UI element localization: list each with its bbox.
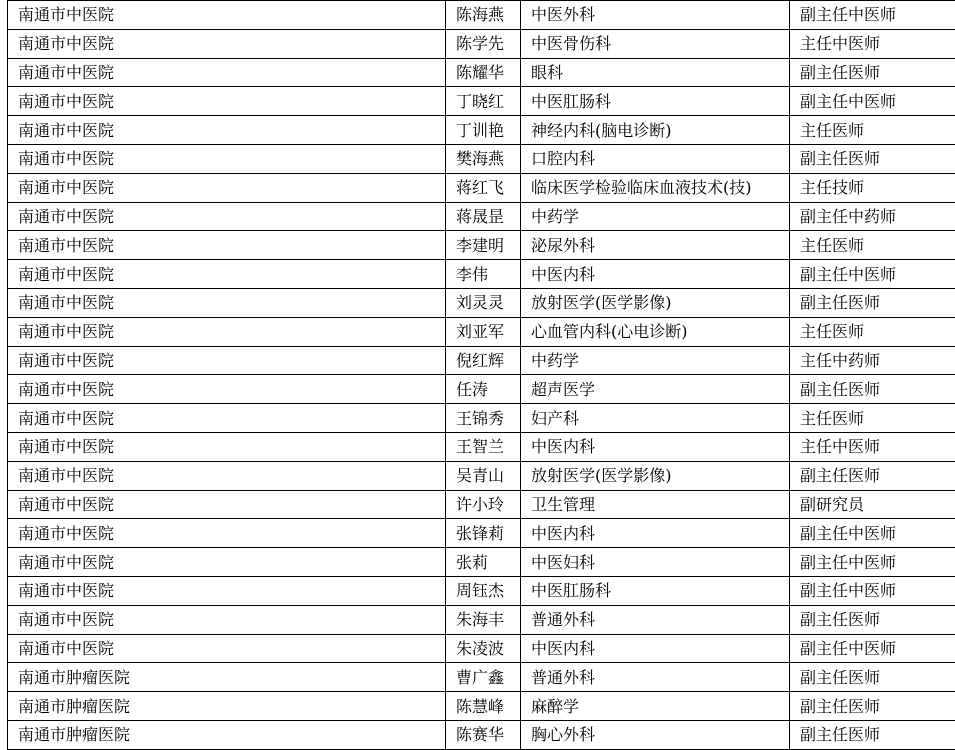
name-cell: 张锋莉 (446, 519, 521, 548)
hospital-cell: 南通市中医院 (8, 317, 446, 346)
hospital-cell: 南通市中医院 (8, 87, 446, 116)
specialty-cell: 中药学 (521, 202, 790, 231)
specialty-cell: 泌尿外科 (521, 231, 790, 260)
table-row (8, 29, 955, 58)
specialty-cell: 胸心外科 (521, 720, 790, 749)
title-cell: 副主任医师 (790, 663, 955, 692)
hospital-cell: 南通市中医院 (8, 605, 446, 634)
name-cell: 李建明 (446, 231, 521, 260)
specialty-cell: 中医内科 (521, 519, 790, 548)
hospital-cell: 南通市中医院 (8, 404, 446, 433)
hospital-cell: 南通市中医院 (8, 288, 446, 317)
hospital-cell: 南通市中医院 (8, 173, 446, 202)
hospital-cell: 南通市中医院 (8, 116, 446, 145)
table-row (8, 576, 955, 605)
title-cell: 副主任医师 (790, 144, 955, 173)
personnel-table (7, 0, 955, 750)
table-row (8, 634, 955, 663)
name-cell: 陈耀华 (446, 58, 521, 87)
hospital-cell: 南通市中医院 (8, 58, 446, 87)
table-row (8, 432, 955, 461)
title-cell: 主任医师 (790, 317, 955, 346)
hospital-cell: 南通市中医院 (8, 260, 446, 289)
name-cell: 丁训艳 (446, 116, 521, 145)
specialty-cell: 卫生管理 (521, 490, 790, 519)
name-cell: 蒋晟昰 (446, 202, 521, 231)
specialty-cell: 中医肛肠科 (521, 87, 790, 116)
table-row (8, 605, 955, 634)
specialty-cell: 放射医学(医学影像) (521, 288, 790, 317)
specialty-cell: 中医内科 (521, 634, 790, 663)
table-body (8, 1, 955, 750)
table-row (8, 548, 955, 577)
table-row (8, 116, 955, 145)
name-cell: 周钰杰 (446, 576, 521, 605)
title-cell: 主任中医师 (790, 432, 955, 461)
name-cell: 刘亚军 (446, 317, 521, 346)
name-cell: 倪红辉 (446, 346, 521, 375)
name-cell: 陈学先 (446, 29, 521, 58)
table-row (8, 346, 955, 375)
table-row (8, 663, 955, 692)
specialty-cell: 中医骨伤科 (521, 29, 790, 58)
title-cell: 副主任中医师 (790, 87, 955, 116)
title-cell: 主任医师 (790, 116, 955, 145)
specialty-cell: 麻醉学 (521, 692, 790, 721)
specialty-cell: 普通外科 (521, 663, 790, 692)
name-cell: 刘灵灵 (446, 288, 521, 317)
title-cell: 副主任医师 (790, 375, 955, 404)
specialty-cell: 中医内科 (521, 432, 790, 461)
title-cell: 副主任中医师 (790, 634, 955, 663)
title-cell: 主任中医师 (790, 29, 955, 58)
title-cell: 主任医师 (790, 231, 955, 260)
specialty-cell: 中医妇科 (521, 548, 790, 577)
hospital-cell: 南通市中医院 (8, 29, 446, 58)
table-row (8, 519, 955, 548)
title-cell: 副主任医师 (790, 461, 955, 490)
name-cell: 陈慧峰 (446, 692, 521, 721)
name-cell: 许小玲 (446, 490, 521, 519)
specialty-cell: 眼科 (521, 58, 790, 87)
hospital-cell: 南通市中医院 (8, 346, 446, 375)
name-cell: 张莉 (446, 548, 521, 577)
title-cell: 副主任医师 (790, 605, 955, 634)
title-cell: 副主任中医师 (790, 519, 955, 548)
title-cell: 副主任中医师 (790, 260, 955, 289)
specialty-cell: 口腔内科 (521, 144, 790, 173)
name-cell: 蒋红飞 (446, 173, 521, 202)
hospital-cell: 南通市中医院 (8, 490, 446, 519)
table-row (8, 260, 955, 289)
hospital-cell: 南通市中医院 (8, 634, 446, 663)
hospital-cell: 南通市中医院 (8, 144, 446, 173)
table-row (8, 58, 955, 87)
name-cell: 朱凌波 (446, 634, 521, 663)
name-cell: 陈赛华 (446, 720, 521, 749)
specialty-cell: 中医外科 (521, 1, 790, 30)
specialty-cell: 神经内科(脑电诊断) (521, 116, 790, 145)
table-row (8, 461, 955, 490)
specialty-cell: 心血管内科(心电诊断) (521, 317, 790, 346)
hospital-cell: 南通市肿瘤医院 (8, 663, 446, 692)
table-row (8, 317, 955, 346)
name-cell: 陈海燕 (446, 1, 521, 30)
table-row (8, 231, 955, 260)
hospital-cell: 南通市中医院 (8, 576, 446, 605)
table-row (8, 288, 955, 317)
hospital-cell: 南通市中医院 (8, 375, 446, 404)
table-row (8, 87, 955, 116)
title-cell: 副主任医师 (790, 720, 955, 749)
title-cell: 副主任医师 (790, 288, 955, 317)
hospital-cell: 南通市中医院 (8, 1, 446, 30)
title-cell: 主任技师 (790, 173, 955, 202)
specialty-cell: 放射医学(医学影像) (521, 461, 790, 490)
hospital-cell: 南通市中医院 (8, 548, 446, 577)
specialty-cell: 中医内科 (521, 260, 790, 289)
table-row (8, 404, 955, 433)
hospital-cell: 南通市中医院 (8, 519, 446, 548)
hospital-cell: 南通市肿瘤医院 (8, 692, 446, 721)
table-row (8, 1, 955, 30)
table-row (8, 490, 955, 519)
specialty-cell: 中药学 (521, 346, 790, 375)
hospital-cell: 南通市中医院 (8, 231, 446, 260)
title-cell: 副主任中医师 (790, 548, 955, 577)
specialty-cell: 普通外科 (521, 605, 790, 634)
name-cell: 朱海丰 (446, 605, 521, 634)
hospital-cell: 南通市中医院 (8, 461, 446, 490)
specialty-cell: 临床医学检验临床血液技术(技) (521, 173, 790, 202)
name-cell: 王智兰 (446, 432, 521, 461)
name-cell: 王锦秀 (446, 404, 521, 433)
name-cell: 丁晓红 (446, 87, 521, 116)
specialty-cell: 妇产科 (521, 404, 790, 433)
title-cell: 副研究员 (790, 490, 955, 519)
table-row (8, 692, 955, 721)
hospital-cell: 南通市中医院 (8, 432, 446, 461)
hospital-cell: 南通市肿瘤医院 (8, 720, 446, 749)
title-cell: 副主任中药师 (790, 202, 955, 231)
name-cell: 李伟 (446, 260, 521, 289)
table-row (8, 173, 955, 202)
table-row (8, 202, 955, 231)
name-cell: 曹广鑫 (446, 663, 521, 692)
table-row (8, 375, 955, 404)
hospital-cell: 南通市中医院 (8, 202, 446, 231)
name-cell: 樊海燕 (446, 144, 521, 173)
title-cell: 主任中药师 (790, 346, 955, 375)
table-row (8, 144, 955, 173)
title-cell: 副主任中医师 (790, 576, 955, 605)
title-cell: 副主任医师 (790, 58, 955, 87)
name-cell: 吴青山 (446, 461, 521, 490)
title-cell: 副主任医师 (790, 692, 955, 721)
title-cell: 副主任中医师 (790, 1, 955, 30)
table-row (8, 720, 955, 749)
name-cell: 任涛 (446, 375, 521, 404)
specialty-cell: 超声医学 (521, 375, 790, 404)
title-cell: 主任医师 (790, 404, 955, 433)
specialty-cell: 中医肛肠科 (521, 576, 790, 605)
